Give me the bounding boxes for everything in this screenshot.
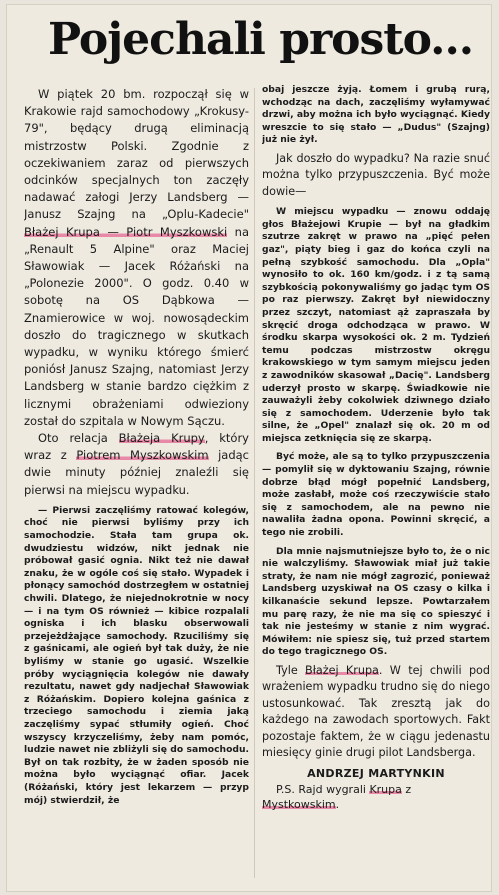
newspaper-clipping	[6, 4, 492, 892]
right-column	[262, 84, 490, 884]
text-segment: z	[401, 783, 412, 797]
text-segment: W piątek 20 bm. rozpoczął się w Krakowie rajd samochodowy „Krokusy-79", będący drugą eliminacją mistrzostw Polski. Zgodnie z oczekiwaniem zaraz od pierwszych odcinków specjalnych ton zaczęły nadawać załogi Jerzy Landsberg — Janusz Szajng na „Oplu-Kadecie"	[24, 87, 249, 222]
text-segment: , który wraz z	[24, 431, 249, 463]
intro-paragraph	[24, 86, 249, 430]
left-column	[24, 86, 249, 886]
question-paragraph: Jak doszło do wypadku? Na razie snuć można tylko przypuszczenia. Być może dowie—	[262, 151, 490, 198]
highlighted-name: Błażej Krupa — Piotr Myszkowski	[24, 224, 228, 239]
text-segment: — był na gładkim szutrze zakręt w prawo na „pięć pełen gaz", piąty bieg i gaz do końca czyli na pełną szybkość samochodu. Dla „Opla" wynosiło to ok. 160 km/godz. i z tą samą szybkością pokonywaliśmy go jadąc tym OS po raz pierwszy. Zakręt był niewidoczny przez szczyt, natomiast ąż zapraszała by skręcić droga odchodząca w prawo. W środku skarpa wysokości ok. 2 m. Tydzień temu podczas mistrzostw okręgu krakowskiego w tym samym miejscu jeden z zawodników skasował „Dacię". Landsberg uderzył prosto w skarpę. Świadkowie nie zauważyli żeby cokolwiek dziwnego działo się z samochodem. Uderzenie było tak silne, że „Opel" znalazł się ok. 20 m od miejsca zetknięcia się ze skarpą.	[262, 218, 490, 444]
text-segment: jadąc dwie minuty później znaleźli się pierwsi na miejscu wypadku.	[24, 448, 249, 497]
column-divider	[254, 88, 255, 878]
text-segment: Oto relacja	[38, 431, 119, 446]
highlighted-name: Mystkowskim	[262, 798, 336, 812]
text-segment: Tyle	[276, 663, 306, 677]
dla-mnie-paragraph: Dla mnie najsmutniejsze było to, że o nic nie walczyliśmy. Sławowiak miał już takie straty, że nam nie mógł zagrozić, ponieważ Landsberg uzyskiwał na OS czasy o kilka i kilkanaście sekund lepsze. Powtarzałem mu parę razy, że nie ma się co spieszyć i tak nie jesteśmy w stanie z nim wygrać. Mówiłem: nie spiesz się, tuż przed startem do tego tragicznego OS.	[262, 545, 490, 658]
postscript	[262, 782, 490, 812]
tyle-paragraph	[262, 663, 490, 761]
highlighted-name: Błażej Krupa	[305, 663, 379, 677]
text-segment: na „Renault 5 Alpine" oraz Maciej Sławowiak — Jacek Różański na „Polonezie 2000". O godz. 0.40 w sobotę na OS Dąbkowa — Znamierowice w woj. nowosądeckim doszło do tragicznego w skutkach wypadku, w wyniku którego śmierć poniósł Janusz Szajng, natomiast Jerzy Landsberg w stanie bardzo ciężkim z licznymi obrażeniami odwieziony został do szpitala w Nowym Sączu.	[24, 224, 249, 428]
miejscu-paragraph	[262, 206, 490, 445]
author-signature: ANDRZEJ MARTYNKIN	[307, 767, 445, 781]
relacja-paragraph	[24, 430, 249, 499]
text-segment: . W tej chwili pod wrażeniem wypadku trudno się do niego ustosunkować. Tak zresztą jak do każdego na zawodach sportowych. Fakt pozostaje faktem, że w ciągu jedenastu miesięcy ginie drugi pilot Landsberga.	[262, 663, 490, 759]
text-segment: Błażejowi Krupie	[290, 218, 382, 230]
quote-paragraph-left: — Pierwsi zaczęliśmy ratować kolegów, choć nie pierwsi byliśmy przy ich samochodzie. Stała tam grupa ok. dwudziestu widzów, nikt jednak nie próbował gasić ognia. Nikt też nie dawał znaku, że w ogóle coś się stało. Wypadek i płonący samochód dostrzegłem w ostatniej chwili. Dlatego, że niejednokrotnie w nocy — i na tym OS również — kibice rozpalali ogniska i ich blasku obserwowali przejeżdżające samochody. Rzuciliśmy się z gaśnicami, ale ogień był tak duży, że nie byliśmy w stanie go ugasić. Wszelkie próby wyciągnięcia kolegów nie dawały rezultatu, nawet gdy nadjechał Sławowiak z Różańskim. Dopiero kolejna gaśnica z trzeciego samochodu i ziemia jaką zaczęliśmy sypać stłumiły ogień. Choć wszyscy krzyczeliśmy, żeby nam pomóc, ludzie nawet nie zbliżyli się do samochodu. Był on tak rozbity, że w żaden sposób nie można było wyciągnąć ofiar. Jacek (Różański, który jest lekarzem — przyp mój) stwierdził, że	[24, 504, 249, 806]
text-segment: W miejscu wypadku — znowu oddaję głos	[262, 206, 490, 230]
text-segment: .	[335, 798, 340, 812]
text-segment: P.S. Rajd wygrali	[276, 783, 370, 797]
article-headline: Pojechali prosto...	[48, 14, 474, 65]
highlighted-name: Krupa	[369, 783, 402, 797]
highlighted-name: Błażeja Krupy	[118, 431, 205, 446]
byc-moze-paragraph: Być może, ale są to tylko przypuszczenia — pomylił się w dyktowaniu Szajng, równie dobrze błąd mógł popełnić Landsberg, może zasłabł, może coś rzeczywiście stało się z samochodem, ale na pewno nie nawaliła żadna opona. Powinni skręcić, a tego nie zrobili.	[262, 451, 490, 539]
quote-paragraph-right: obaj jeszcze żyją. Łomem i grubą rurą, wchodząc na dach, zaczęliśmy wyłamywać drzwi, aby można ich było wyciągnąć. Kiedy wreszcie to się stało — „Dudus" (Szajng) już nie żył.	[262, 84, 490, 146]
highlighted-name: Piotrem Myszkowskim	[76, 448, 209, 463]
